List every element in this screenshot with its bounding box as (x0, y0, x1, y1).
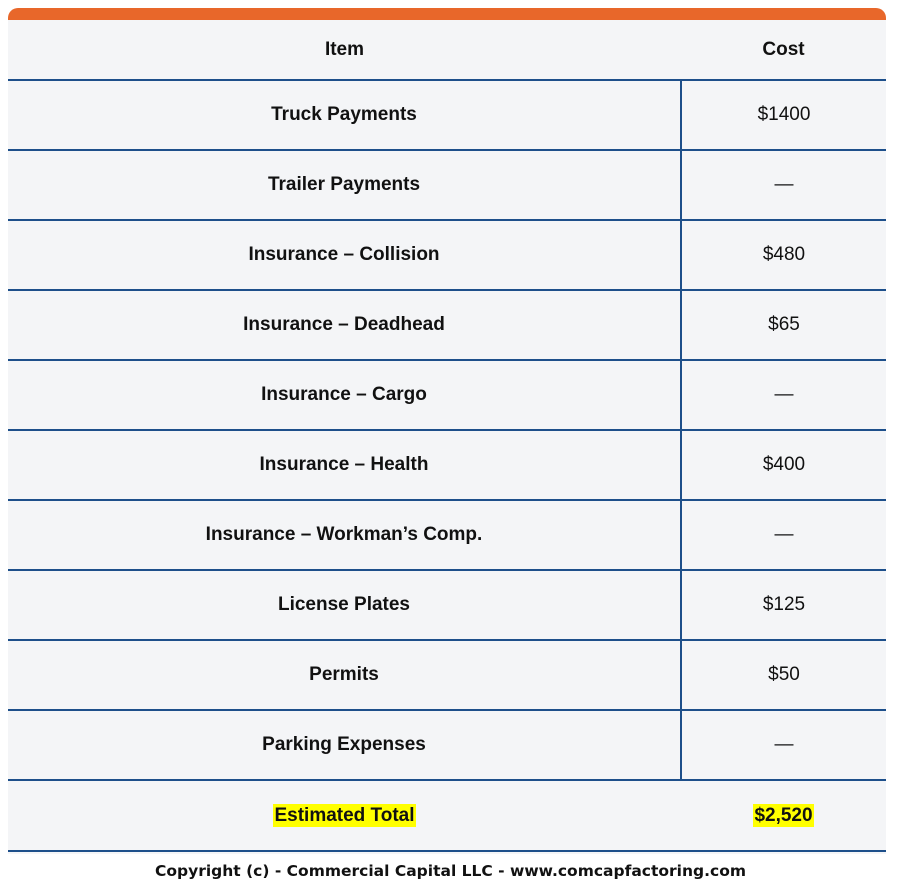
cost-cell: $480 (681, 220, 886, 290)
total-value-cell (681, 780, 886, 851)
item-cell: Insurance – Collision (8, 220, 681, 290)
item-cell: Truck Payments (8, 80, 681, 150)
cost-cell: — (681, 150, 886, 220)
accent-bar (8, 8, 886, 20)
table-row (8, 150, 886, 220)
total-label: Estimated Total (274, 804, 415, 826)
table-row (8, 570, 886, 640)
table-row (8, 500, 886, 570)
copyright-notice: Copyright (c) - Commercial Capital LLC - www.comcapfactoring.com (154, 862, 747, 880)
item-cell: Insurance – Deadhead (8, 290, 681, 360)
item-cell: Insurance – Cargo (8, 360, 681, 430)
cost-cell: — (681, 710, 886, 780)
total-value: $2,520 (754, 804, 813, 826)
cost-cell: $400 (681, 430, 886, 500)
cost-cell: $1400 (681, 80, 886, 150)
item-cell: License Plates (8, 570, 681, 640)
item-cell: Insurance – Workman’s Comp. (8, 500, 681, 570)
table-header-row (8, 20, 886, 80)
cost-table (8, 20, 886, 852)
table-row (8, 430, 886, 500)
total-label-cell (8, 780, 681, 851)
table-row (8, 290, 886, 360)
table-row (8, 80, 886, 150)
table-row (8, 220, 886, 290)
item-cell: Insurance – Health (8, 430, 681, 500)
cost-cell: $125 (681, 570, 886, 640)
item-cell: Trailer Payments (8, 150, 681, 220)
cost-cell: — (681, 360, 886, 430)
total-row (8, 780, 886, 851)
item-cell: Permits (8, 640, 681, 710)
table-row (8, 640, 886, 710)
table-row (8, 710, 886, 780)
cost-cell: $50 (681, 640, 886, 710)
header-cost: Cost (681, 20, 886, 80)
header-item: Item (8, 20, 681, 80)
item-cell: Parking Expenses (8, 710, 681, 780)
cost-table-card (8, 8, 886, 854)
cost-cell: — (681, 500, 886, 570)
cost-cell: $65 (681, 290, 886, 360)
table-row (8, 360, 886, 430)
